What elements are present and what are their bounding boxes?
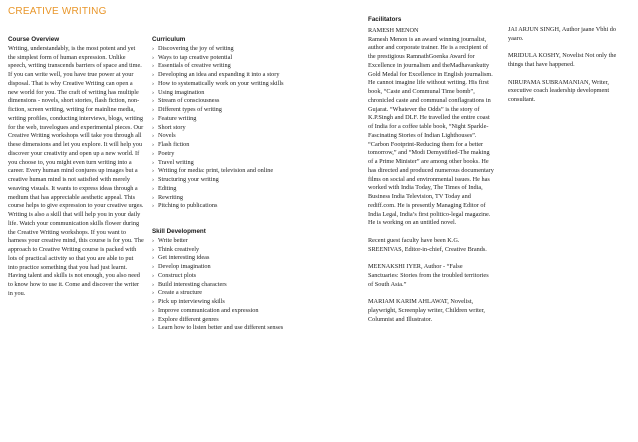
list-item: › Essentials of creative writing — [152, 62, 286, 71]
guest-faculty-column — [508, 26, 632, 105]
facilitators-section — [368, 16, 494, 324]
list-item: › Build interesting characters — [152, 281, 286, 290]
list-item: › Pick up interviewing skills — [152, 298, 286, 307]
spacer — [368, 289, 494, 298]
list-item: › Think creatively — [152, 246, 286, 255]
list-item: › Get interesting ideas — [152, 254, 286, 263]
facilitator-bio: Ramesh Menon is an award winning journalist, author and corporate trainer. He is a recipient of the prestigious RamnathGoenka Award for Excellence in journalism and theMadhavankutty Gold Medal for Excellence in English journalism. He cannot imagine life without writing. His first book, “Caste and Communal Time bomb”, chronicled caste and communal conflagrations in Gujarat. “Whatever the Odds” is the story of K.P.Singh and DLF. He travelled the entire coast of India for a coffee table book, “Night Sparkle-Fascinating Stories of Indian Lighthouses”. “Carbon Footprint-Reducing them for a better tomorrow,” and “Modi Demystified-The making of a Prime Minister” are among other books. He has directed and produced numerous documentary films on social and environmental issues. He has worked with India Today, The Times of India, Business India Television, TV Today and rediff.com. He is presently Managing Editor of India Legal, India’s first politico-legal magazine. He is working on an untitled novel. — [368, 35, 494, 227]
list-item: › Ways to tap creative potential — [152, 54, 286, 63]
list-item: › Feature writing — [152, 115, 286, 124]
facilitators-heading: Facilitators — [368, 16, 402, 23]
spacer — [508, 70, 632, 79]
guest-faculty-item: JAI ARJUN SINGH, Author jaane Vbhi do yaaro. — [508, 26, 617, 42]
list-item: › Different types of writing — [152, 106, 286, 115]
course-overview-section — [8, 36, 144, 299]
curriculum-section — [152, 36, 286, 333]
guest-faculty-item: MARIAM KARIM AHLAWAT, Novelist, playwright, Screenplay writer, Children writer, Columnist and Illustrator. — [368, 298, 485, 323]
list-item: › Explore different genres — [152, 316, 286, 325]
list-item: › Develop imagination — [152, 263, 286, 272]
list-item: › Construct plots — [152, 272, 286, 281]
spacer — [368, 228, 494, 237]
skill-development-list — [152, 237, 286, 333]
skill-development-heading: Skill Development — [152, 228, 206, 235]
list-item: › Pitching to publications — [152, 202, 286, 211]
facilitator-name: RAMESH MENON — [368, 26, 419, 34]
list-item: › Short story — [152, 124, 286, 133]
list-item: › Flash fiction — [152, 141, 286, 150]
curriculum-list — [152, 45, 286, 211]
guest-faculty-item: MRIDULA KOSHY, Novelist Not only the things that have happened. — [508, 52, 617, 68]
course-overview-text: Writing, understandably, is the most potent and yet the simplest form of human expression. Unlike speech, writing transcends barriers of space and time. If you can write well, you have true power at your disposal. That is why Creative Writing can open a new world for you. The craft of writing has multiple dimensions - novels, short stories, flash fiction, non-fiction, screen writing, writing for mainline media, writing profiles, conducting interviews, blogs, writing for the web, travelogues and experimental pieces. Our Creative Writing workshops will take you through all these dimensions and let you explore. It will help you discover your creativity and open up a new world. If you choose to, you might even turn writing into a career. Every human mind conjures up images but a creative human mind is not satisfied with merely weaving visuals. It wants to express ideas through a medium that has appreciable aesthetic appeal. This course helps to give expression to your creative urges. Writing is also a skill that will help you in your daily life. Watch your communication skills flower during the Creative Writing workshops. If you want to harness your creative mind, this course is for you. The approach to Creative Writing course is packed with lots of practical activity so that you are able to put into practice something that you had just learnt. Having talent and skills is not enough, you also need to know how to use it. Come and discover the writer in you. — [8, 44, 144, 297]
guest-faculty-item: NIRUPAMA SUBRAMANIAN, Writer, executive coach leadership development consultant. — [508, 78, 610, 103]
list-item: › Create a structure — [152, 289, 286, 298]
curriculum-heading: Curriculum — [152, 36, 186, 43]
spacer — [508, 44, 632, 53]
list-item: › Writing for media: print, television and online — [152, 167, 286, 176]
list-item: › How to systematically work on your writing skills — [152, 80, 286, 89]
guest-faculty-item: MEENAKSHI IYER, Author - “False Sanctuaries: Stories from the troubled territories of South Asia.” — [368, 263, 489, 288]
course-overview-heading: Course Overview — [8, 36, 60, 43]
list-item: › Poetry — [152, 150, 286, 159]
page-title: CREATIVE WRITING — [8, 6, 107, 17]
list-item: › Write better — [152, 237, 286, 246]
list-item: › Developing an idea and expanding it into a story — [152, 71, 286, 80]
list-item: › Structuring your writing — [152, 176, 286, 185]
list-item: › Novels — [152, 132, 286, 141]
list-item: › Using imagination — [152, 89, 286, 98]
list-item: › Improve communication and expression — [152, 307, 286, 316]
list-item: › Editing — [152, 185, 286, 194]
guest-faculty-intro: Recent guest faculty have been K.G. SREENIVAS, Editor-in-chief, Creative Brands. — [368, 236, 487, 253]
spacer — [368, 254, 494, 263]
list-item: › Rewriting — [152, 194, 286, 203]
list-item: › Travel writing — [152, 159, 286, 168]
list-item: › Discovering the joy of writing — [152, 45, 286, 54]
list-item: › Stream of consciousness — [152, 97, 286, 106]
list-item: › Learn how to listen better and use different senses — [152, 324, 286, 333]
